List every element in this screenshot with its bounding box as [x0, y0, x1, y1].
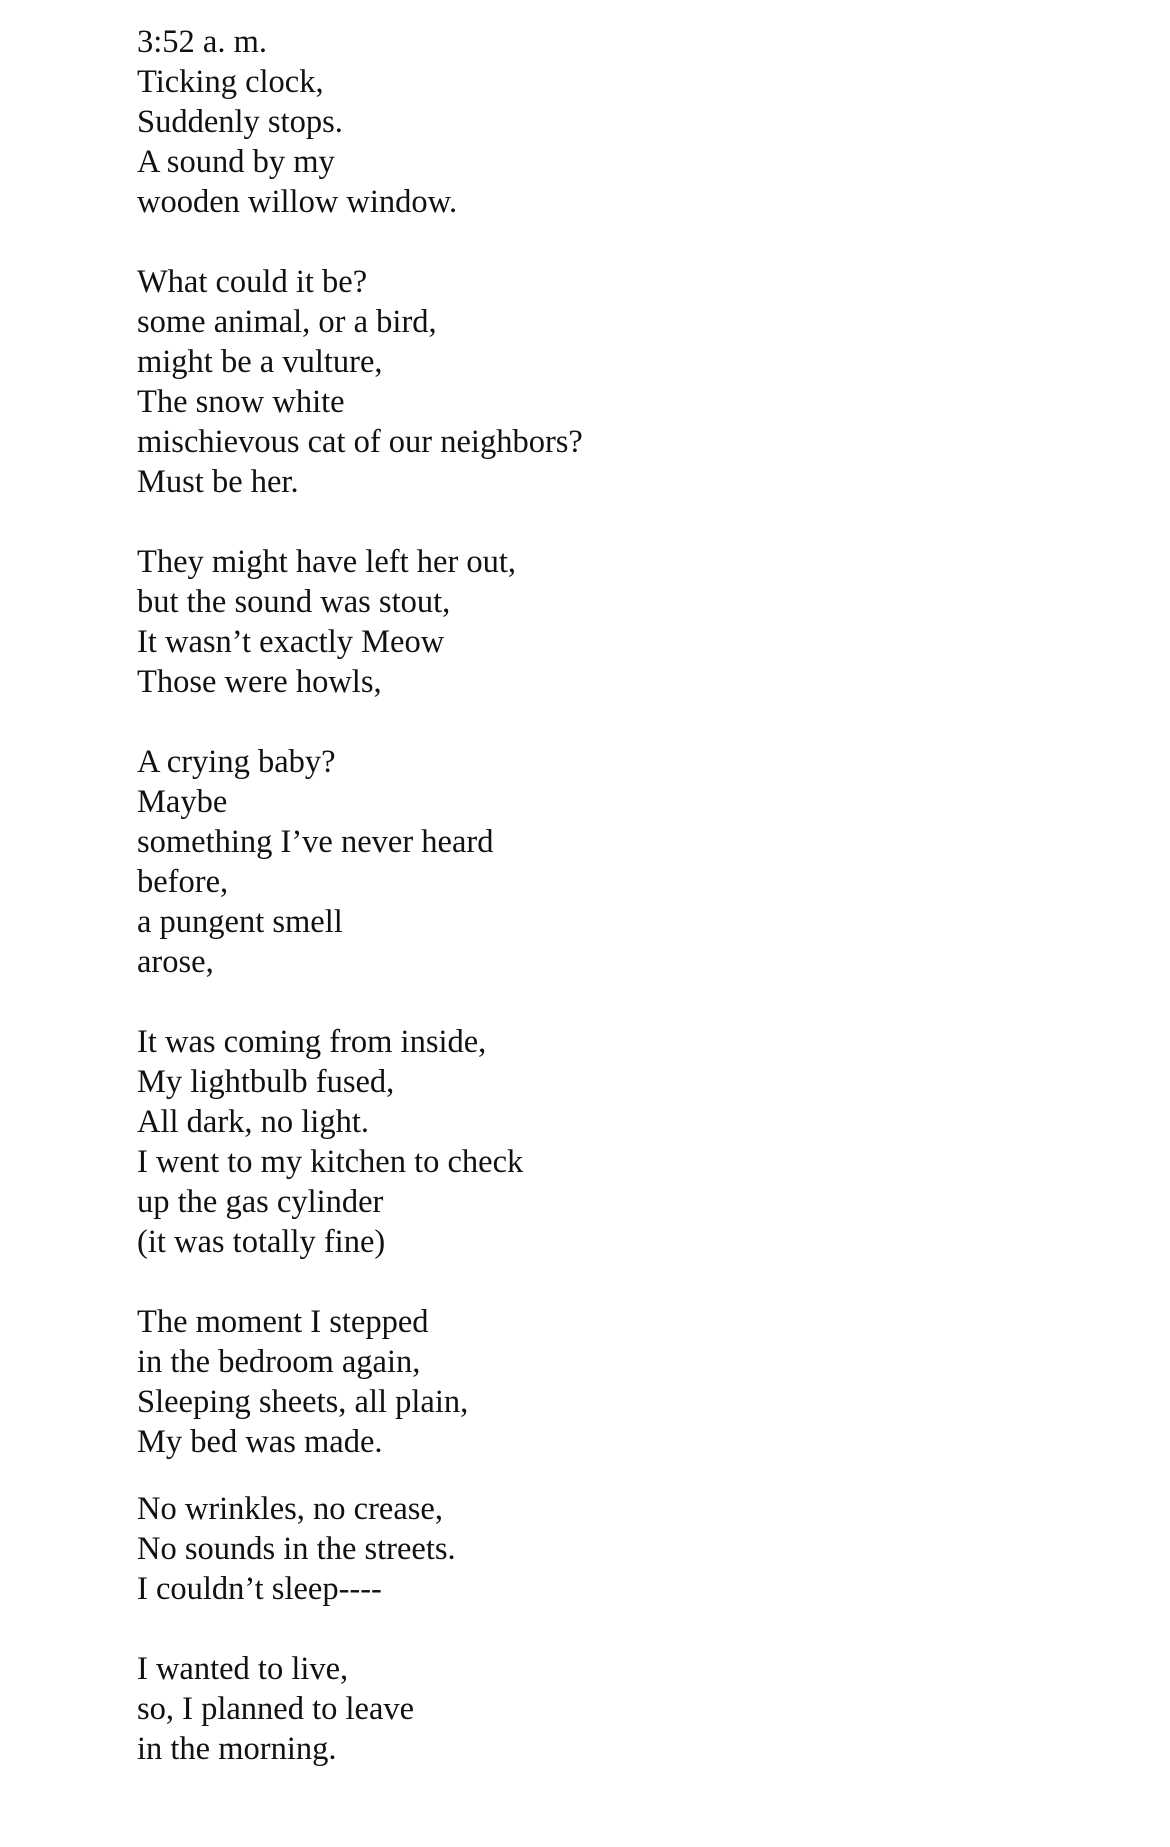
poem-line: I wanted to live,: [137, 1651, 349, 1687]
poem-line: some animal, or a bird,: [137, 304, 437, 340]
poem-line: Must be her.: [137, 464, 299, 500]
poem-line: 3:52 a. m.: [137, 24, 267, 60]
poem-line: (it was totally fine): [137, 1224, 386, 1260]
poem-line: mischievous cat of our neighbors?: [137, 424, 583, 460]
poem-line: so, I planned to leave: [137, 1691, 415, 1727]
stanza-6: [137, 1302, 1117, 1462]
poem-line: Ticking clock,: [137, 64, 324, 100]
poem-line: wooden willow window.: [137, 184, 458, 220]
poem-line: What could it be?: [137, 264, 368, 300]
poem-line: up the gas cylinder: [137, 1184, 384, 1220]
poem-line: It wasn’t exactly Meow: [137, 624, 445, 660]
poem-line: arose,: [137, 944, 214, 980]
poem-line: a pungent smell: [137, 904, 343, 940]
stanza-3: [137, 542, 1117, 702]
stanza-5: [137, 1022, 1117, 1262]
poem-line: My lightbulb fused,: [137, 1064, 395, 1100]
poem-line: I couldn’t sleep----: [137, 1571, 382, 1607]
poem-line: in the morning.: [137, 1731, 337, 1767]
poem-line: A crying baby?: [137, 744, 336, 780]
poem-line: My bed was made.: [137, 1424, 383, 1460]
poem-line: Suddenly stops.: [137, 104, 343, 140]
poem-body: [137, 22, 1117, 1809]
poem-line: No wrinkles, no crease,: [137, 1491, 443, 1527]
poem-line: something I’ve never heard: [137, 824, 494, 860]
stanza-1: [137, 22, 1117, 222]
poem-line: in the bedroom again,: [137, 1344, 421, 1380]
stanza-8: [137, 1649, 1117, 1769]
poem-line: It was coming from inside,: [137, 1024, 487, 1060]
poem-line: might be a vulture,: [137, 344, 383, 380]
poem-line: Maybe: [137, 784, 228, 820]
poem-line: A sound by my: [137, 144, 335, 180]
poem-line: All dark, no light.: [137, 1104, 369, 1140]
poem-line: before,: [137, 864, 229, 900]
stanza-7: [137, 1489, 1117, 1609]
poem-line: The moment I stepped: [137, 1304, 429, 1340]
stanza-4: [137, 742, 1117, 982]
poem-line: The snow white: [137, 384, 345, 420]
poem-line: Sleeping sheets, all plain,: [137, 1384, 469, 1420]
poem-line: I went to my kitchen to check: [137, 1144, 524, 1180]
stanza-2: [137, 262, 1117, 502]
poem-line: They might have left her out,: [137, 544, 517, 580]
poem-line: No sounds in the streets.: [137, 1531, 456, 1567]
poem-line: but the sound was stout,: [137, 584, 451, 620]
poem-line: Those were howls,: [137, 664, 382, 700]
